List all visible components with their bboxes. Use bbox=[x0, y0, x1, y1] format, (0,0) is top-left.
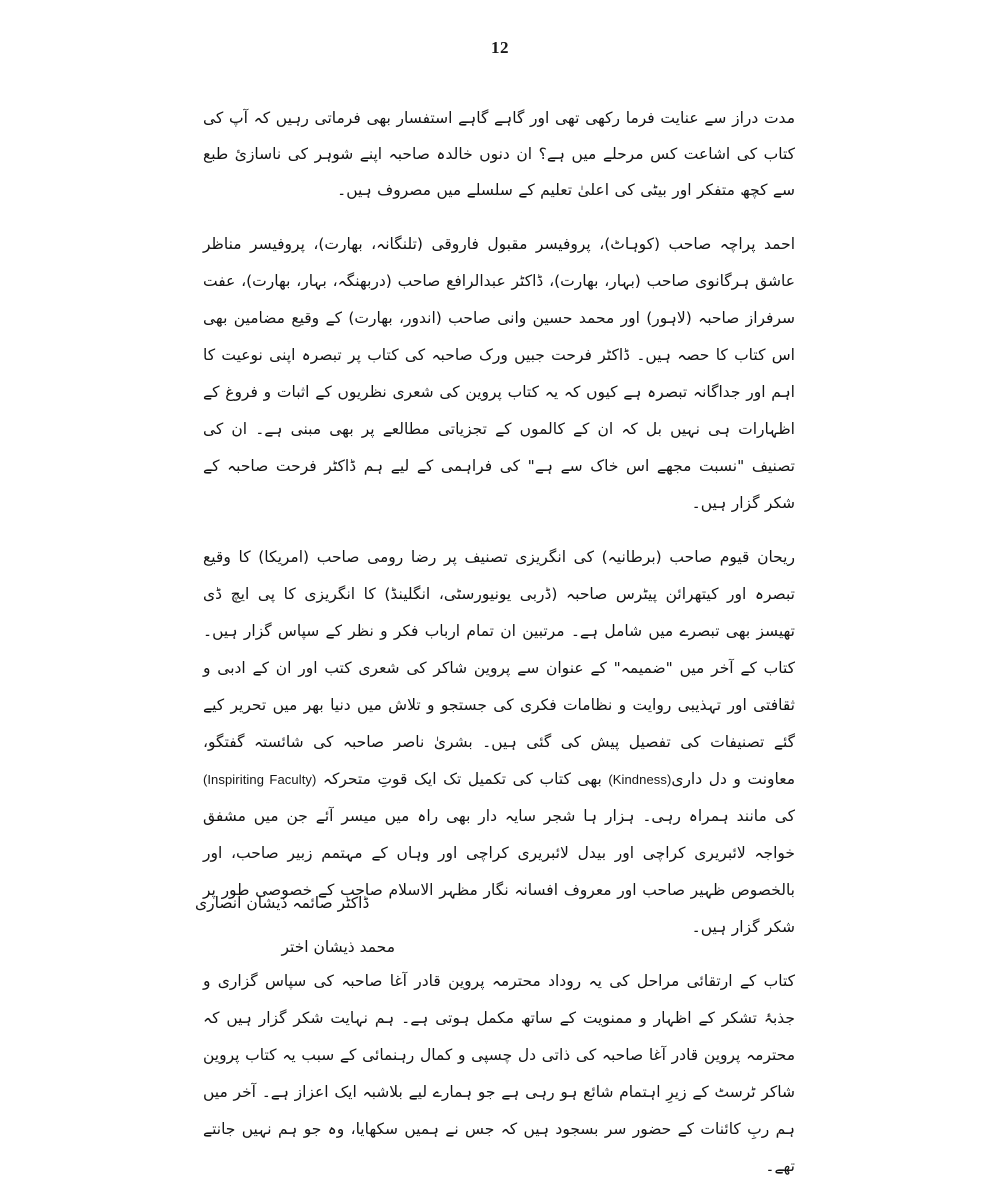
body-text-column bbox=[203, 100, 795, 1185]
paragraph-3-segment-2: بھی کتاب کی تکمیل تک ایک قوتِ متحرکہ bbox=[316, 770, 609, 788]
paragraph-3 bbox=[203, 539, 795, 946]
latin-term-kindness: (Kindness) bbox=[608, 772, 672, 787]
signature-block bbox=[195, 888, 395, 962]
signature-author-2: محمد ذیشان اختر bbox=[281, 938, 395, 956]
latin-term-inspiriting-faculty: (Inspiriting Faculty) bbox=[203, 772, 317, 787]
paragraph-3-segment-1: ریحان قیوم صاحب (برطانیہ) کی انگریزی تصنیف پر رضا رومی صاحب (امریکا) کا وقیع تبصرہ اور کیتھرائن پیٹرس صاحبہ (ڈربی یونیورسٹی، انگلینڈ) کا انگریزی کا پی ایچ ڈی تھیسز بھی تبصرے میں شامل ہے۔ مرتبین ان تمام ارباب فکر و نظر کے سپاس گزار ہیں۔ کتاب کے آخر میں "ضمیمہ" کے عنوان سے پروین شاکر کی شعری کتب اور ان کے ادبی و ثقافتی اور تہذیبی روایت و نظامات فکری کی جستجو و تلاش میں دنیا بھر میں تحریر کیے گئے تصنیفات کی تفصیل پیش کی گئی ہیں۔ بشریٰ ناصر صاحبہ کی شائستہ گفتگو، معاونت و دل داری bbox=[203, 548, 795, 788]
paragraph-4: کتاب کے ارتقائی مراحل کی یہ روداد محترمہ پروین قادر آغا صاحبہ کی سپاس گزاری و جذبۂ تشکر کے اظہار و ممنویت کے ساتھ مکمل ہوتی ہے۔ ہم نہایت شکر گزار ہیں کہ محترمہ پروین قادر آغا صاحبہ کی ذاتی دل چسپی و کمال رہنمائی کے سبب یہ کتاب پروین شاکر ٹرسٹ کے زیرِ اہتمام شائع ہو رہی ہے جو ہمارے لیے بلاشبہ ایک اعزاز ہے۔ آخر میں ہم ربِ کائنات کے حضور سر بسجود ہیں کہ جس نے ہمیں سکھایا، وہ جو ہم نہیں جانتے تھے۔ bbox=[203, 972, 795, 1175]
paragraph-1: مدت دراز سے عنایت فرما رکھی تھی اور گاہے گاہے استفسار بھی فرماتی رہیں کہ آپ کی کتاب کی اشاعت کس مرحلے میں ہے؟ ان دنوں خالدہ صاحبہ اپنے شوہر کی ناسازیٔ طبع سے کچھ متفکر اور بیٹی کی اعلیٰ تعلیم کے سلسلے میں مصروف ہیں۔ bbox=[203, 109, 795, 199]
paragraph-3-segment-3: کی مانند ہمراہ رہی۔ ہزار ہا شجر سایہ دار بھی راہ میں میسر آئے جن میں مشفق خواجہ لائبریری کراچی اور بیدل لائبریری کراچی اور وہاں کے مہتمم زبیر صاحب، اور بالخصوص ظہیر صاحب اور معروف افسانہ نگار مظہر الاسلام صاحب کے خصوصی طور پر شکر گزار ہیں۔ bbox=[203, 807, 795, 936]
paragraph-2: احمد پراچہ صاحب (کوہاٹ)، پروفیسر مقبول فاروقی (تلنگانہ، بھارت)، پروفیسر مناظر عاشق ہرگانوی صاحب (بہار، بھارت)، ڈاکٹر عبدالرافع صاحب (دربھنگہ، بہار، بھارت)، عفت سرفراز صاحبہ (لاہور) اور محمد حسین وانی صاحب (اندور، بھارت) کے وقیع مضامین بھی اس کتاب کا حصہ ہیں۔ ڈاکٹر فرحت جبیں ورک صاحبہ کی کتاب پر تبصرہ اپنی نوعیت کا اہم اور جداگانہ تبصرہ ہے کیوں کہ یہ کتاب پروین کی شعری نظریوں کے اثبات و فروغ کے اظہارات ہی نہیں بل کہ ان کے کالموں کے تجزیاتی مطالعے پر بھی مبنی ہے۔ ان کی تصنیف "نسبت مجھے اس خاک سے ہے" کی فراہمی کے لیے ہم ڈاکٹر فرحت صاحبہ کے شکر گزار ہیں۔ bbox=[203, 235, 795, 512]
signature-author-1: ڈاکٹر صائمہ ذیشان انصاری bbox=[195, 894, 370, 912]
page-number: 12 bbox=[491, 38, 509, 57]
